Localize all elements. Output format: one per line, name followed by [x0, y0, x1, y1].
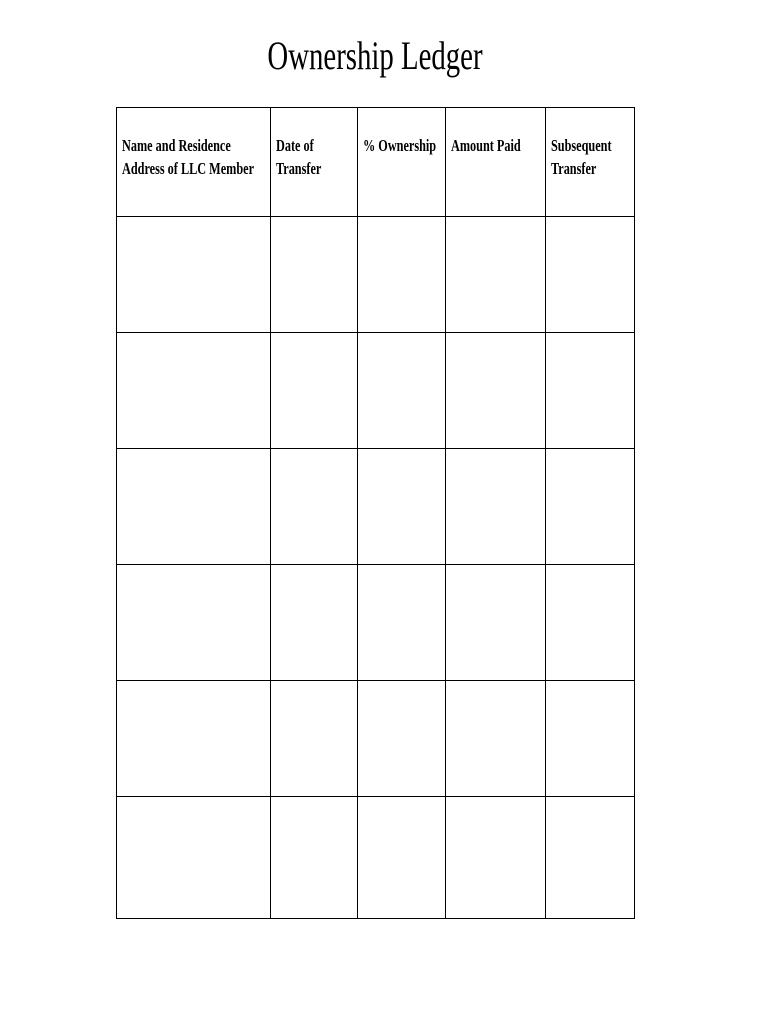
table-cell-date — [271, 217, 358, 333]
table-cell-subsequent — [546, 217, 635, 333]
table-cell-ownership — [358, 333, 446, 449]
table-cell-subsequent — [546, 333, 635, 449]
table-cell-ownership — [358, 565, 446, 681]
table-cell-name-address — [117, 449, 271, 565]
table-cell-ownership — [358, 217, 446, 333]
header-ownership-line1: % Ownership — [363, 136, 437, 155]
header-date-line1: Date of — [276, 136, 314, 155]
table-cell-date — [271, 333, 358, 449]
table-cell-subsequent — [546, 449, 635, 565]
table-cell-name-address — [117, 333, 271, 449]
table-cell-ownership — [358, 681, 446, 797]
table-cell-amount — [446, 797, 546, 919]
table-cell-subsequent — [546, 681, 635, 797]
table-cell-date — [271, 449, 358, 565]
table-row — [117, 681, 635, 797]
table-row — [117, 449, 635, 565]
header-name-address — [117, 108, 271, 217]
table-cell-amount — [446, 449, 546, 565]
table-cell-date — [271, 681, 358, 797]
header-name-address-line2: Address of LLC Member — [122, 159, 255, 178]
table-cell-date — [271, 797, 358, 919]
header-amount-line1: Amount Paid — [451, 136, 521, 155]
table-cell-amount — [446, 333, 546, 449]
table-row — [117, 797, 635, 919]
page-title: Ownership Ledger — [267, 33, 483, 78]
table-cell-name-address — [117, 797, 271, 919]
header-subsequent-transfer — [546, 108, 635, 217]
table-cell-amount — [446, 217, 546, 333]
table-cell-subsequent — [546, 565, 635, 681]
table-row — [117, 217, 635, 333]
table-cell-name-address — [117, 565, 271, 681]
table-cell-name-address — [117, 681, 271, 797]
header-date-of-transfer — [271, 108, 358, 217]
table-cell-amount — [446, 565, 546, 681]
table-cell-ownership — [358, 449, 446, 565]
table-cell-amount — [446, 681, 546, 797]
header-subsequent-line1: Subsequent — [551, 136, 612, 155]
table-row — [117, 565, 635, 681]
ownership-ledger-table — [116, 107, 635, 919]
table-cell-ownership — [358, 797, 446, 919]
table-row — [117, 333, 635, 449]
header-date-line2: Transfer — [276, 159, 322, 178]
table-cell-subsequent — [546, 797, 635, 919]
table-cell-name-address — [117, 217, 271, 333]
header-name-address-line1: Name and Residence — [122, 136, 231, 155]
header-subsequent-line2: Transfer — [551, 159, 597, 178]
table-cell-date — [271, 565, 358, 681]
header-row — [117, 108, 635, 217]
header-amount-paid — [446, 108, 546, 217]
